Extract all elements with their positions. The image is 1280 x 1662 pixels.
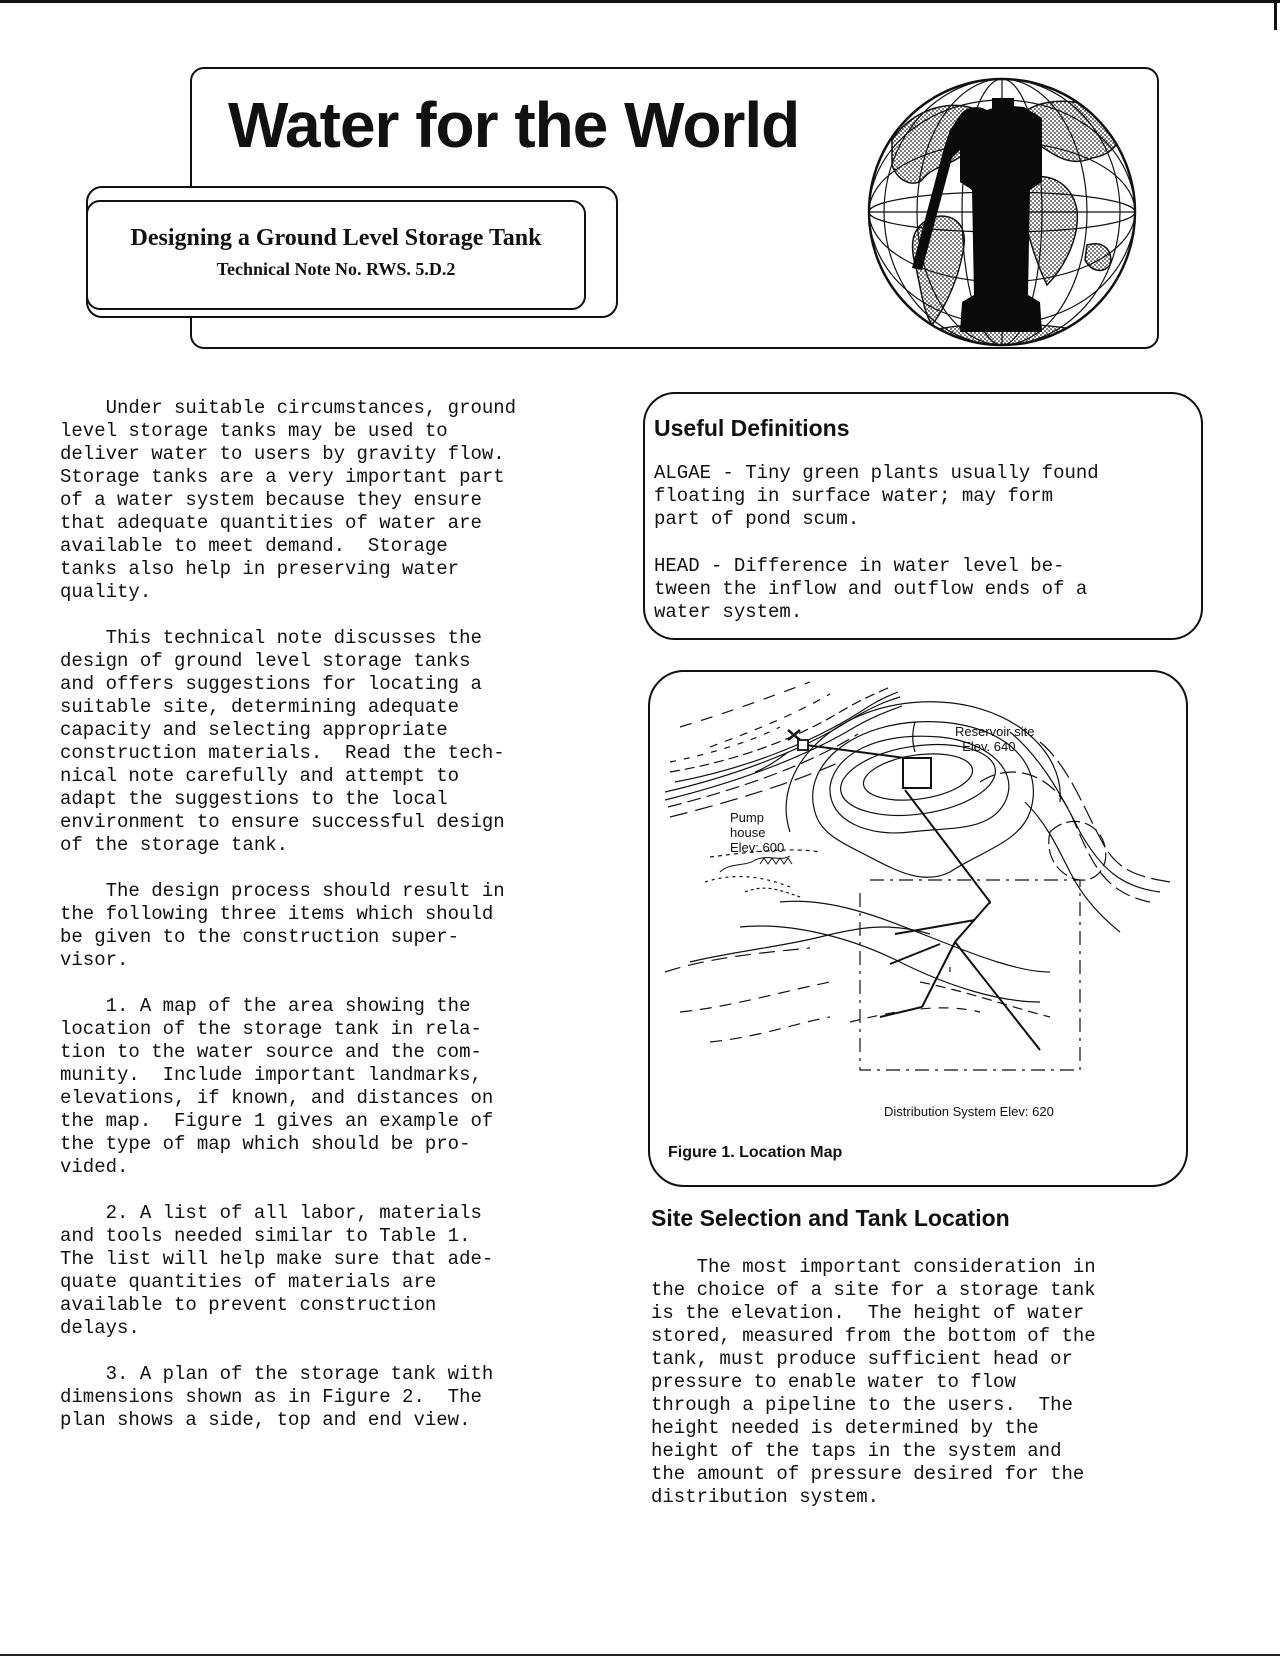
design-process-paragraph: The design process should result in the following three items which should be given to the construction super- visor. (60, 880, 505, 971)
site-selection-heading: Site Selection and Tank Location (651, 1205, 1010, 1231)
globe-pump-logo (852, 70, 1152, 355)
distribution-system-label: Distribution System Elev: 620 (884, 1104, 1054, 1119)
bottom-rule (0, 1654, 1280, 1656)
top-right-rule (1274, 0, 1277, 30)
figure-caption: Figure 1. Location Map (668, 1144, 843, 1161)
definition-algae: ALGAE - Tiny green plants usually found floating in surface water; may form part of pond scum. (654, 462, 1099, 530)
item-3-paragraph: 3. A plan of the storage tank with dimensions shown as in Figure 2. The plan shows a side, top and end view. (60, 1363, 494, 1431)
left-column (60, 397, 620, 1455)
top-rule (0, 0, 1280, 3)
intro-paragraph: Under suitable circumstances, ground level storage tanks may be used to deliver water to users by gravity flow. Storage tanks are a very important part of a water system because they ensure that adequate quantities of water are available to meet demand. Storage tanks also help in preserving water quality. (60, 397, 517, 603)
document-subtitle: Designing a Ground Level Storage Tank (130, 225, 542, 251)
reservoir-label: Reservoir site Elev. 640 (955, 724, 1035, 754)
item-2-paragraph: 2. A list of all labor, materials and tools needed similar to Table 1. The list will help make sure that ade- quate quantities of materials are available to prevent construction delays. (60, 1202, 494, 1339)
technical-note-number: Technical Note No. RWS. 5.D.2 (216, 259, 456, 279)
item-1-paragraph: 1. A map of the area showing the location of the storage tank in rela- tion to the water source and the com- munity. Include important landmarks, elevations, if known, and distances on the map. Figure 1 gives an example of the type of map which should be pro- vided. (60, 995, 494, 1178)
definition-head: HEAD - Difference in water level be- tween the inflow and outflow ends of a water system. (654, 555, 1088, 623)
definitions-title: Useful Definitions (654, 415, 850, 441)
subtitle-frame-inner (86, 200, 586, 310)
masthead-title: Water for the World (228, 89, 800, 161)
purpose-paragraph: This technical note discusses the design of ground level storage tanks and offers suggestions for locating a suitable site, determining adequate capacity and selecting appropriate construction materials. Read the tech- nical note carefully and attempt to adapt the suggestions to the local environment to ensure successful design of the storage tank. (60, 627, 505, 856)
site-selection-text: The most important consideration in the choice of a site for a storage tank is the elevation. The height of water stored, measured from the bottom of the tank, must produce sufficient head or pressure to enable water to flow through a pipeline to the users. The height needed is determined by the height of the taps in the system and the amount of pressure desired for the distribution system. (651, 1256, 1096, 1508)
pump-house-label: Pump house Elev: 600 (730, 810, 785, 855)
